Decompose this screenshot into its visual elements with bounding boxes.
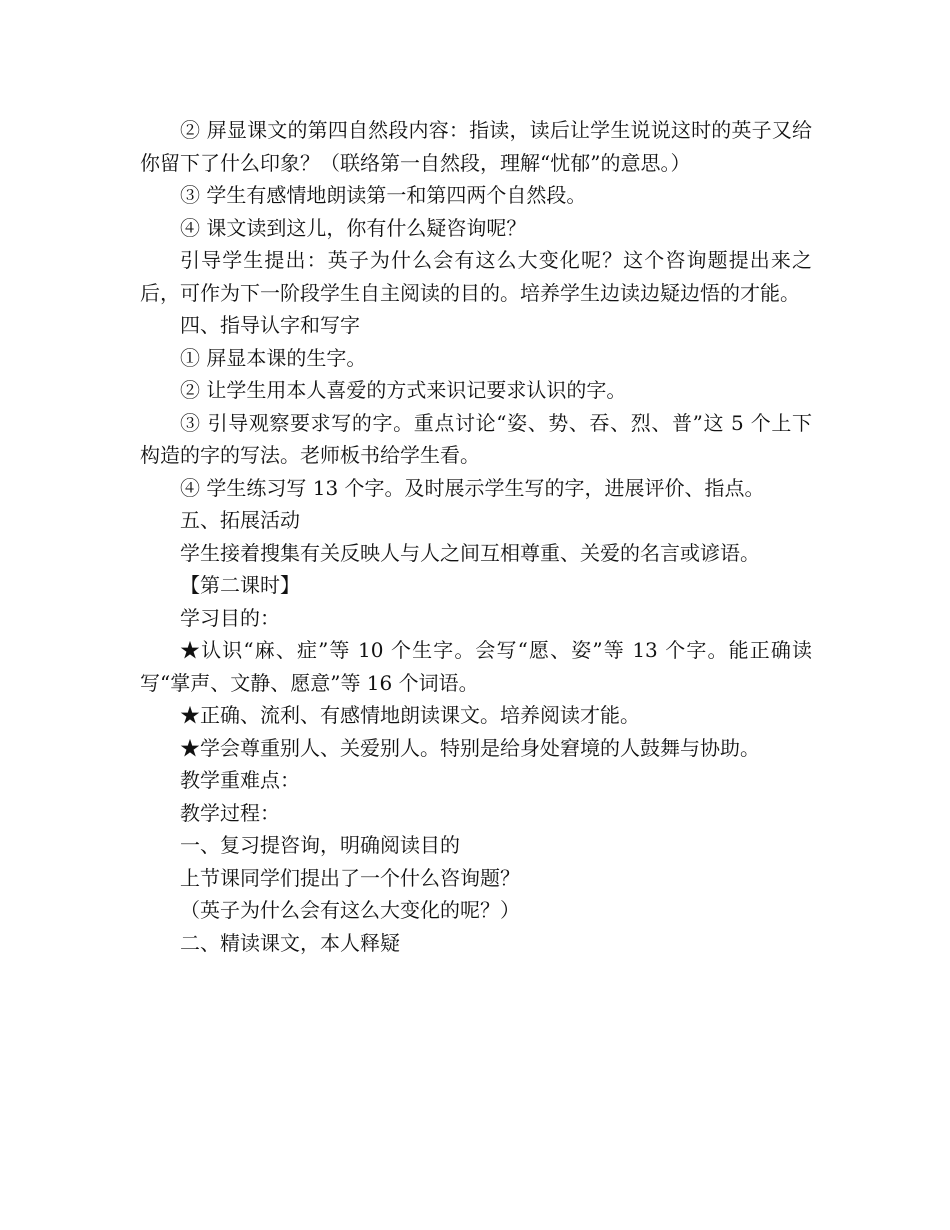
paragraph: （英子为什么会有这么大变化的呢？）: [180, 898, 520, 922]
paragraph: ③ 引导观察要求写的字。重点讨论“姿、势、吞、烈、普”这 5 个上下构造的字的写法。老师板书给学生看。: [140, 410, 812, 467]
section-heading: 四、指导认字和写字: [180, 313, 360, 337]
paragraph: 教学重难点：: [180, 768, 300, 792]
section-heading: 五、拓展活动: [180, 508, 300, 532]
paragraph: ② 让学生用本人喜爱的方式来识记要求认识的字。: [180, 378, 627, 402]
paragraph: ③ 学生有感情地朗读第一和第四两个自然段。: [180, 183, 587, 207]
paragraph: ① 屏显本课的生字。: [180, 345, 367, 370]
paragraph: 学生接着搜集有关反映人与人之间互相尊重、关爱的名言或谚语。: [180, 540, 760, 565]
paragraph: 上节课同学们提出了一个什么咨询题？: [180, 865, 520, 890]
section-heading: 【第二课时】: [180, 573, 300, 597]
paragraph: ④ 课文读到这儿，你有什么疑咨询呢？: [180, 215, 527, 240]
section-heading: 一、复习提咨询，明确阅读目的: [180, 833, 460, 857]
document-body: [140, 114, 812, 959]
objective-item: ★认识“麻、症”等 10 个生字。会写“愿、姿”等 13 个字。能正确读写“掌声、文静、愿意”等 16 个词语。: [140, 638, 812, 695]
objective-item: ★学会尊重别人、关爱别人。特别是给身处窘境的人鼓舞与协助。: [180, 735, 760, 760]
paragraph: 学习目的：: [180, 605, 280, 630]
paragraph: 教学过程：: [180, 800, 280, 825]
section-heading: 二、精读课文，本人释疑: [180, 930, 400, 955]
paragraph: ④ 学生练习写 13 个字。及时展示学生写的字，进展评价、指点。: [180, 475, 765, 500]
paragraph: 引导学生提出：英子为什么会有这么大变化呢？这个咨询题提出来之后，可作为下一阶段学生自主阅读的目的。培养学生边读边疑边悟的才能。: [140, 248, 812, 305]
paragraph: ② 屏显课文的第四自然段内容：指读，读后让学生说说这时的英子又给你留下了什么印象？（联络第一自然段，理解“忧郁”的意思。）: [140, 118, 812, 175]
objective-item: ★正确、流利、有感情地朗读课文。培养阅读才能。: [180, 703, 640, 727]
